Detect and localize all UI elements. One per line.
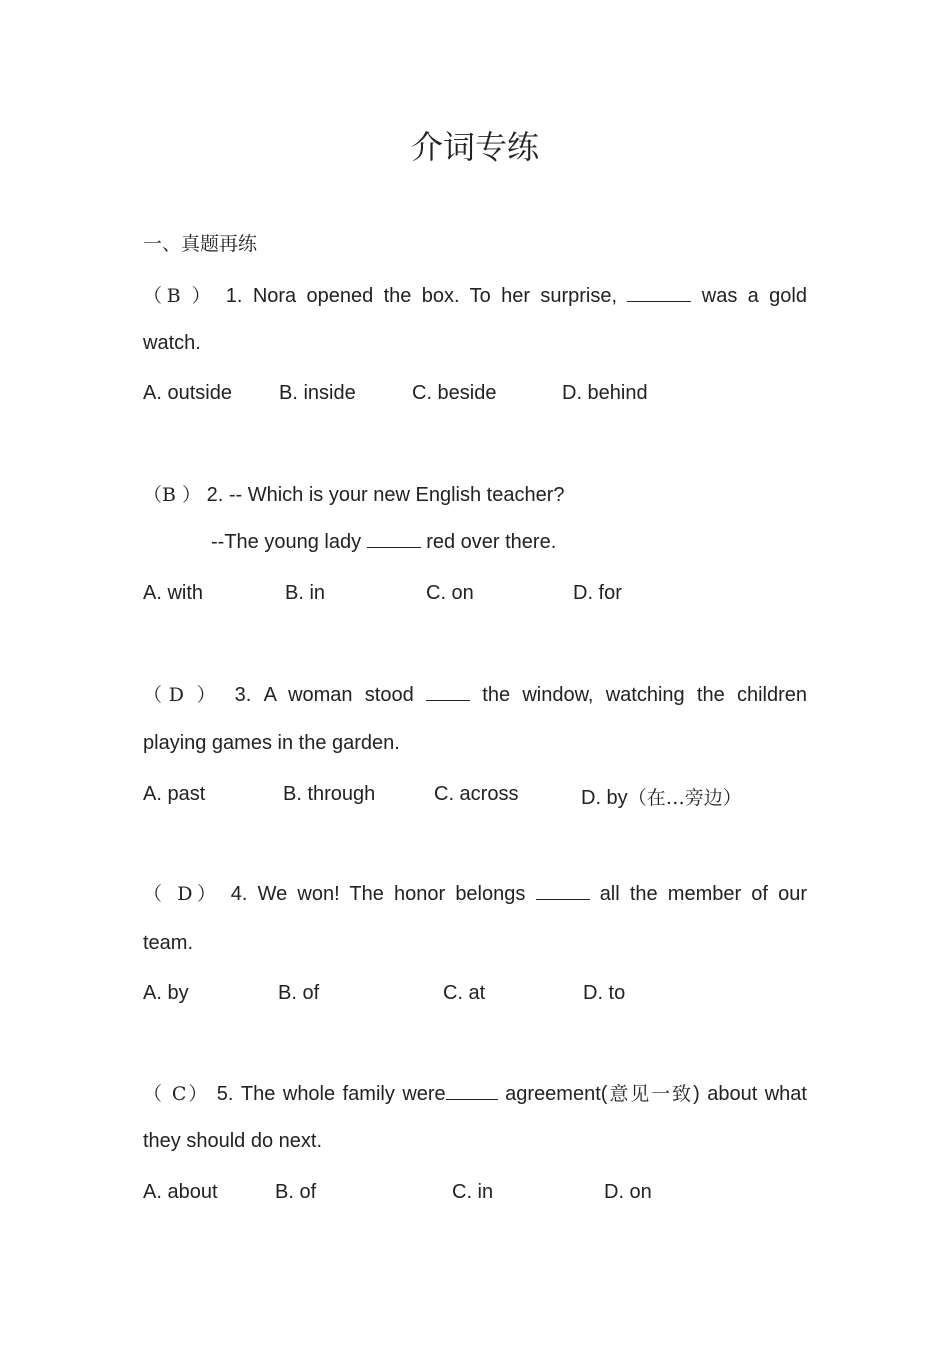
question-text: all the member of our [599, 883, 808, 905]
question-5-line-2: they should do next. [143, 1130, 323, 1152]
option-d: D. behind [562, 382, 648, 404]
option-d [581, 783, 742, 810]
question-text: agreement(意见一致) about what [505, 1083, 807, 1105]
section-heading: 一、真题再练 [143, 233, 258, 255]
question-text: the window, watching the children [482, 684, 808, 706]
question-5-line-1 [143, 1079, 807, 1106]
option-b: B. of [278, 982, 320, 1004]
question-text: was a gold [701, 285, 807, 307]
question-1-line-1 [143, 281, 807, 308]
question-3-line-2: playing games in the garden. [143, 732, 400, 754]
option-a: A. about [143, 1181, 218, 1203]
page-title: 介词专练 [410, 128, 539, 166]
answer-blank [536, 883, 590, 900]
answer-blank [446, 1083, 498, 1100]
question-3-line-1 [143, 680, 807, 707]
answer-blank [367, 531, 421, 548]
option-c: C. in [452, 1181, 494, 1203]
option-b: B. inside [279, 382, 356, 404]
answer-mark: （ D） [143, 883, 221, 905]
question-text: --The young lady [211, 531, 362, 553]
option-d: D. to [583, 982, 626, 1004]
option-b: B. of [275, 1181, 317, 1203]
option-c: C. across [434, 783, 519, 805]
option-b: B. through [283, 783, 376, 805]
answer-mark: （ C） [143, 1083, 210, 1105]
option-d: D. for [573, 582, 622, 604]
question-text: 1. Nora opened the box. To her surprise, [225, 285, 618, 307]
question-4-line-1 [143, 879, 807, 906]
question-2-line-2 [211, 531, 556, 554]
answer-mark: （B ） [143, 285, 216, 307]
question-1-line-2: watch. [143, 332, 201, 354]
option-text: D. by [581, 787, 628, 809]
option-a: A. with [143, 582, 204, 604]
option-note: （在…旁边） [627, 787, 742, 809]
option-c: C. on [426, 582, 474, 604]
option-a: A. outside [143, 382, 232, 404]
answer-blank [627, 285, 691, 302]
option-c: C. at [443, 982, 486, 1004]
option-a: A. by [143, 982, 189, 1004]
option-a: A. past [143, 783, 206, 805]
option-c: C. beside [412, 382, 497, 404]
question-text: 5. The whole family were [217, 1083, 498, 1105]
question-4-line-2: team. [143, 932, 194, 954]
option-b: B. in [285, 582, 326, 604]
answer-blank [426, 684, 470, 701]
question-text: 4. We won! The honor belongs [230, 883, 526, 905]
answer-mark: （D ） [143, 684, 223, 706]
question-2-line-1 [143, 480, 565, 507]
answer-mark: （B ） [143, 484, 202, 506]
question-text: 3. A woman stood [234, 684, 414, 706]
option-d: D. on [604, 1181, 652, 1203]
question-text: red over there. [426, 531, 557, 553]
question-text: 2. -- Which is your new English teacher? [206, 484, 565, 506]
